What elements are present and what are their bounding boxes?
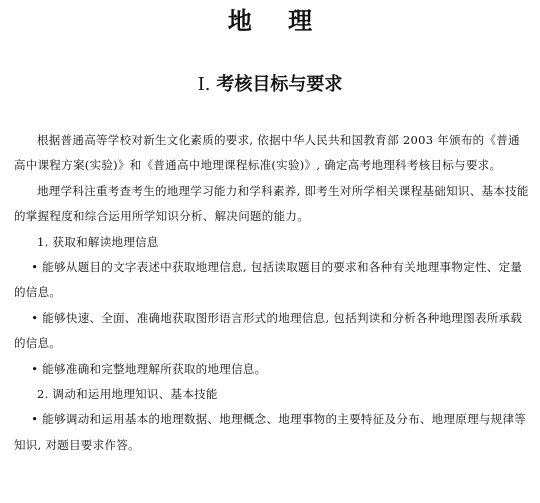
item-heading-2: 2. 调动和运用地理知识、基本技能: [37, 387, 218, 402]
item-heading-1: 1. 获取和解读地理信息: [37, 234, 159, 249]
section-numeral: Ⅰ.: [197, 74, 211, 95]
bullet-item-1: • 能够从题目的文字表述中获取地理信息, 包括读取题目的要求和各种有关地理事物定性、定量的信息。: [14, 260, 523, 300]
paragraph-ability: 地理学科注重考查考生的地理学习能力和学科素养, 即考生对所学相关课程基础知识、基本技能的掌握程度和综合运用所学知识分析、解决问题的能力。: [14, 183, 529, 224]
paragraph-intro: 根据普通高等学校对新生文化素质的要求, 依据中华人民共和国教育部 2003 年颁布的《普通高中课程方案(实验)》和《普通高中地理课程标准(实验)》, 确定高考地理科考核目标与要求。: [14, 133, 520, 173]
bullet-item-3: • 能够准确和完整地理解所获取的地理信息。: [31, 361, 267, 376]
bullet-item-4: • 能够调动和运用基本的地理数据、地理概念、地理事物的主要特征及分布、地理原理与规律等知识, 对题目要求作答。: [14, 412, 527, 452]
page-title: 地 理: [227, 7, 327, 35]
section-heading: [0, 72, 540, 98]
body-text: [14, 128, 530, 458]
section-title: 考核目标与要求: [216, 74, 343, 95]
bullet-item-2: • 能够快速、全面、准确地获取图形语言形式的地理信息, 包括判读和分析各种地理图表所承载的信息。: [14, 310, 523, 351]
